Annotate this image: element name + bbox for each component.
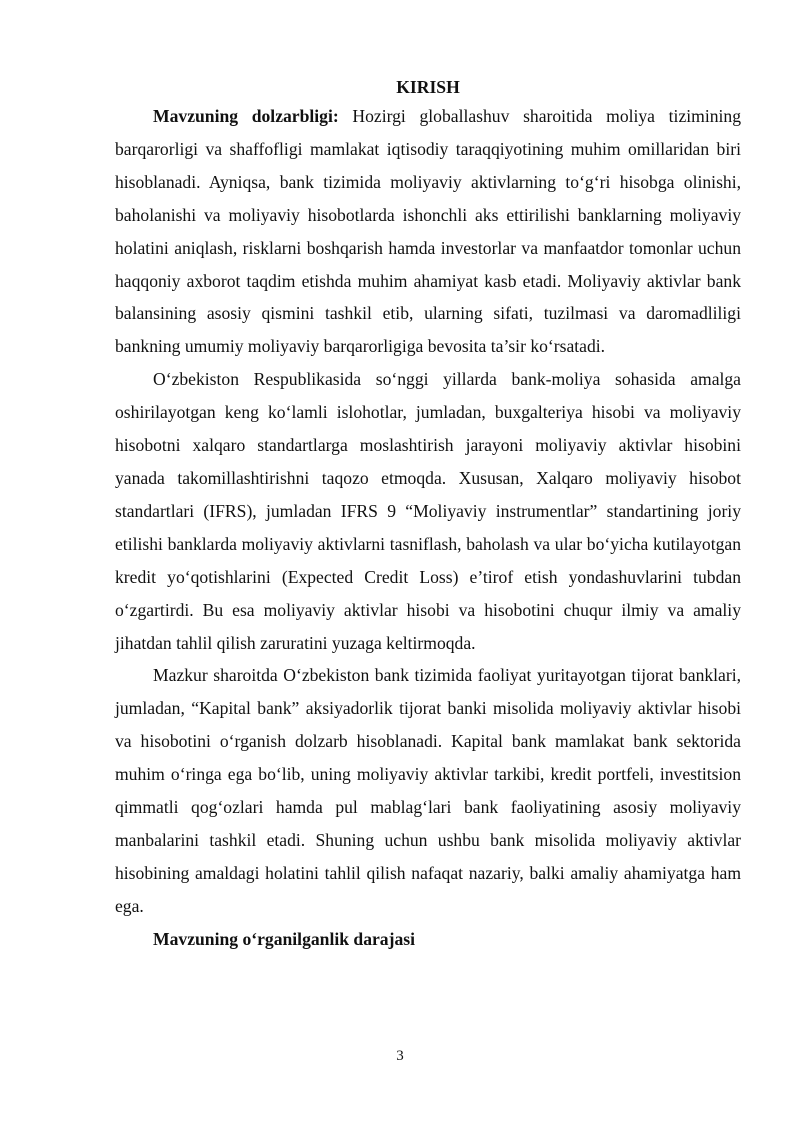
paragraph-kapital-bank: Mazkur sharoitda O‘zbekiston bank tizimida faoliyat yuritayotgan tijorat banklari, jumladan, “Kapital bank” aksiyadorlik tijorat banki misolida moliyaviy aktivlar hisobi va hisobotini o‘rganish dolzarb hisoblanadi. Kapital bank mamlakat bank sektorida muhim o‘ringa ega bo‘lib, uning moliyaviy aktivlar tarkibi, kredit portfeli, investitsion qimmatli qog‘ozlari hamda pul mablag‘lari bank faoliyatining asosiy moliyaviy manbalarini tashkil etadi. Shuning uchun ushbu bank misolida moliyaviy aktivlar hisobining amaldagi holatini tahlil qilish nafaqat nazariy, balki amaliy ahamiyatga ham ega. — [115, 665, 741, 916]
relevance-lead: Mavzuning dolzarbligi: — [153, 106, 339, 126]
relevance-text: Hozirgi globallashuv sharoitida moliya tizimining barqarorligi va shaffofligi mamlakat iqtisodiy taraqqiyotining muhim omillaridan biri hisoblanadi. Ayniqsa, bank tizimida moliyaviy aktivlarning to‘g‘ri hisobga olinishi, baholanishi va moliyaviy hisobotlarda ishonchli aks ettirilishi banklarning moliyaviy holatini aniqlash, risklarni boshqarish hamda investorlar va manfaatdor tomonlar uchun haqqoniy axborot taqdim etishda muhim ahamiyat kasb etadi. Moliyaviy aktivlar bank balansining asosiy qismini tashkil etib, ularning sifati, tuzilmasi va daromadliligi bankning umumiy moliyaviy barqarorligiga bevosita ta’sir ko‘rsatadi. — [115, 106, 741, 357]
paragraph-reforms: O‘zbekiston Respublikasida so‘nggi yillarda bank-moliya sohasida amalga oshirilayotgan keng ko‘lamli islohotlar, jumladan, buxgalteriya hisobi va moliyaviy hisobotni xalqaro standartlarga moslashtirish jarayoni moliyaviy aktivlar hisobini yanada takomillashtirishni taqozo etmoqda. Xususan, Xalqaro moliyaviy hisobot standartlari (IFRS), jumladan IFRS 9 “Moliyaviy instrumentlar” standartining joriy etilishi banklarda moliyaviy aktivlarni tasniflash, baholash va ular bo‘yicha kutilayotgan kredit yo‘qotishlarini (Expected Credit Loss) e’tirof etish yondashuvlarini tubdan o‘zgartirdi. Bu esa moliyaviy aktivlar hisobi va hisobotini chuqur ilmiy va amaliy jihatdan tahlil qilish zaruratini yuzaga keltirmoqda. — [115, 369, 741, 653]
paragraph-relevance — [115, 100, 741, 363]
page-number: 3 — [396, 1048, 404, 1064]
section-heading: Mavzuning o‘rganilganlik darajasi — [153, 928, 415, 949]
page-content — [115, 74, 741, 956]
page-title: KIRISH — [396, 77, 460, 97]
